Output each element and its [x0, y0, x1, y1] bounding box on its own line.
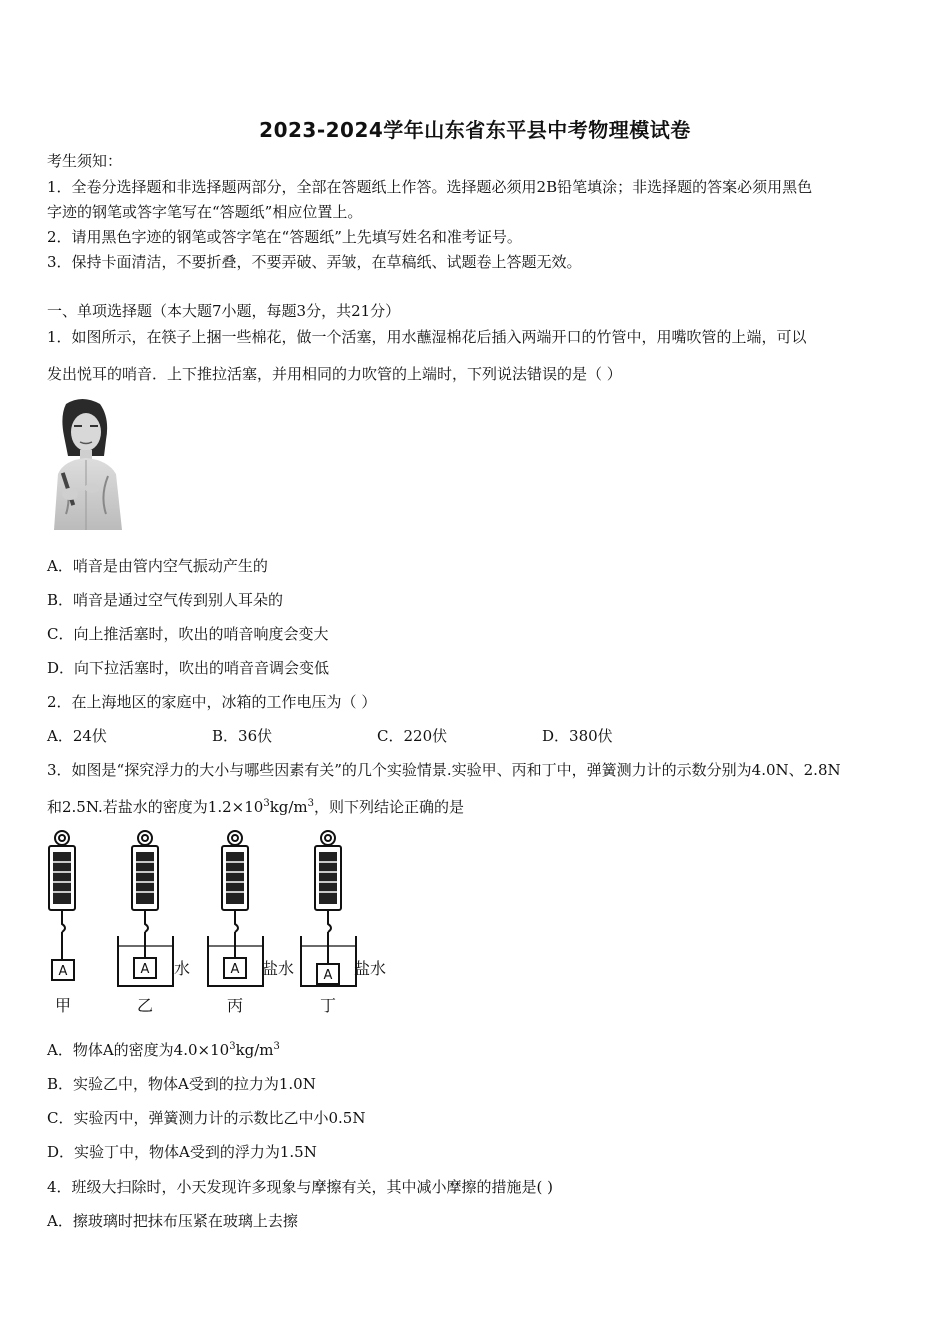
- q1-stem-line1: 1．如图所示，在筷子上捆一些棉花，做一个活塞，用水蘸湿棉花后插入两端开口的竹管中，用嘴吹管的上端，可以: [47, 328, 807, 346]
- q2-stem: 2．在上海地区的家庭中，冰箱的工作电压为（ ）: [47, 693, 377, 711]
- page-title: 2023-2024学年山东省东平县中考物理模试卷: [259, 118, 691, 142]
- q3-stem-line1: 3．如图是“探究浮力的大小与哪些因素有关”的几个实验情景.实验甲、丙和丁中，弹簧测力计的示数分别为4.0N、2.8N: [47, 761, 841, 779]
- figure-label: 丙: [226, 996, 244, 1015]
- q2-option-d: D．380伏: [542, 727, 613, 745]
- notice-item: 字迹的钢笔或答字笔写在“答题纸”相应位置上。: [47, 203, 363, 221]
- q1-photo-girl-whistle: [44, 396, 128, 530]
- block-label-a: A: [230, 962, 240, 977]
- q3-option-c: C．实验丙中，弹簧测力计的示数比乙中小0.5N: [47, 1109, 366, 1127]
- block-label-a: A: [58, 964, 68, 979]
- q4-stem: 4．班级大扫除时，小天发现许多现象与摩擦有关，其中减小摩擦的措施是( ): [47, 1178, 554, 1196]
- block-label-a: A: [323, 968, 333, 983]
- notice-heading: 考生须知：: [47, 152, 123, 170]
- figure-label: 甲: [54, 996, 72, 1015]
- section-heading: 一、单项选择题（本大题7小题，每题3分，共21分）: [47, 302, 401, 320]
- q2-option-a: A．24伏: [47, 727, 107, 745]
- notice-item: 1．全卷分选择题和非选择题两部分，全部在答题纸上作答。选择题必须用2B铅笔填涂；非选择题的答案必须用黑色: [47, 178, 813, 196]
- q3-option-d: D．实验丁中，物体A受到的浮力为1.5N: [47, 1143, 317, 1161]
- figure-label: 丁: [319, 996, 337, 1015]
- notice-item: 3．保持卡面清洁，不要折叠，不要弄破、弄皱，在草稿纸、试题卷上答题无效。: [47, 253, 582, 271]
- notice-item: 2．请用黑色字迹的钢笔或答字笔在“答题纸”上先填写姓名和准考证号。: [47, 228, 522, 246]
- q2-option-b: B．36伏: [212, 727, 273, 745]
- q1-option-a: A．哨音是由管内空气振动产生的: [47, 557, 268, 575]
- liquid-label: 水: [174, 959, 191, 978]
- figure-label: 乙: [136, 996, 154, 1015]
- q1-stem-line2: 发出悦耳的哨音．上下推拉活塞，并用相同的力吹管的上端时，下列说法错误的是（ ）: [47, 365, 622, 383]
- q3-option-a: A．物体A的密度为$4.0\times 10^3kg/m^3$: [47, 1041, 280, 1059]
- q1-option-b: B．哨音是通过空气传到别人耳朵的: [47, 591, 284, 609]
- q2-option-c: C．220伏: [377, 727, 448, 745]
- q1-option-c: C．向上推活塞时，吹出的哨音响度会变大: [47, 625, 329, 643]
- q3-figure-spring-scales: [40, 828, 400, 1018]
- q4-option-a: A．擦玻璃时把抹布压紧在玻璃上去擦: [47, 1212, 298, 1230]
- q1-option-d: D．向下拉活塞时，吹出的哨音音调会变低: [47, 659, 330, 677]
- block-label-a: A: [140, 962, 150, 977]
- liquid-label: 盐水: [262, 959, 295, 978]
- liquid-label: 盐水: [354, 959, 387, 978]
- q3-stem-line2: 和2.5N.若盐水的密度为$1.2\times 10^3kg/m^3$，则下列结论正确的是: [47, 798, 465, 816]
- q3-option-b: B．实验乙中，物体A受到的拉力为1.0N: [47, 1075, 316, 1093]
